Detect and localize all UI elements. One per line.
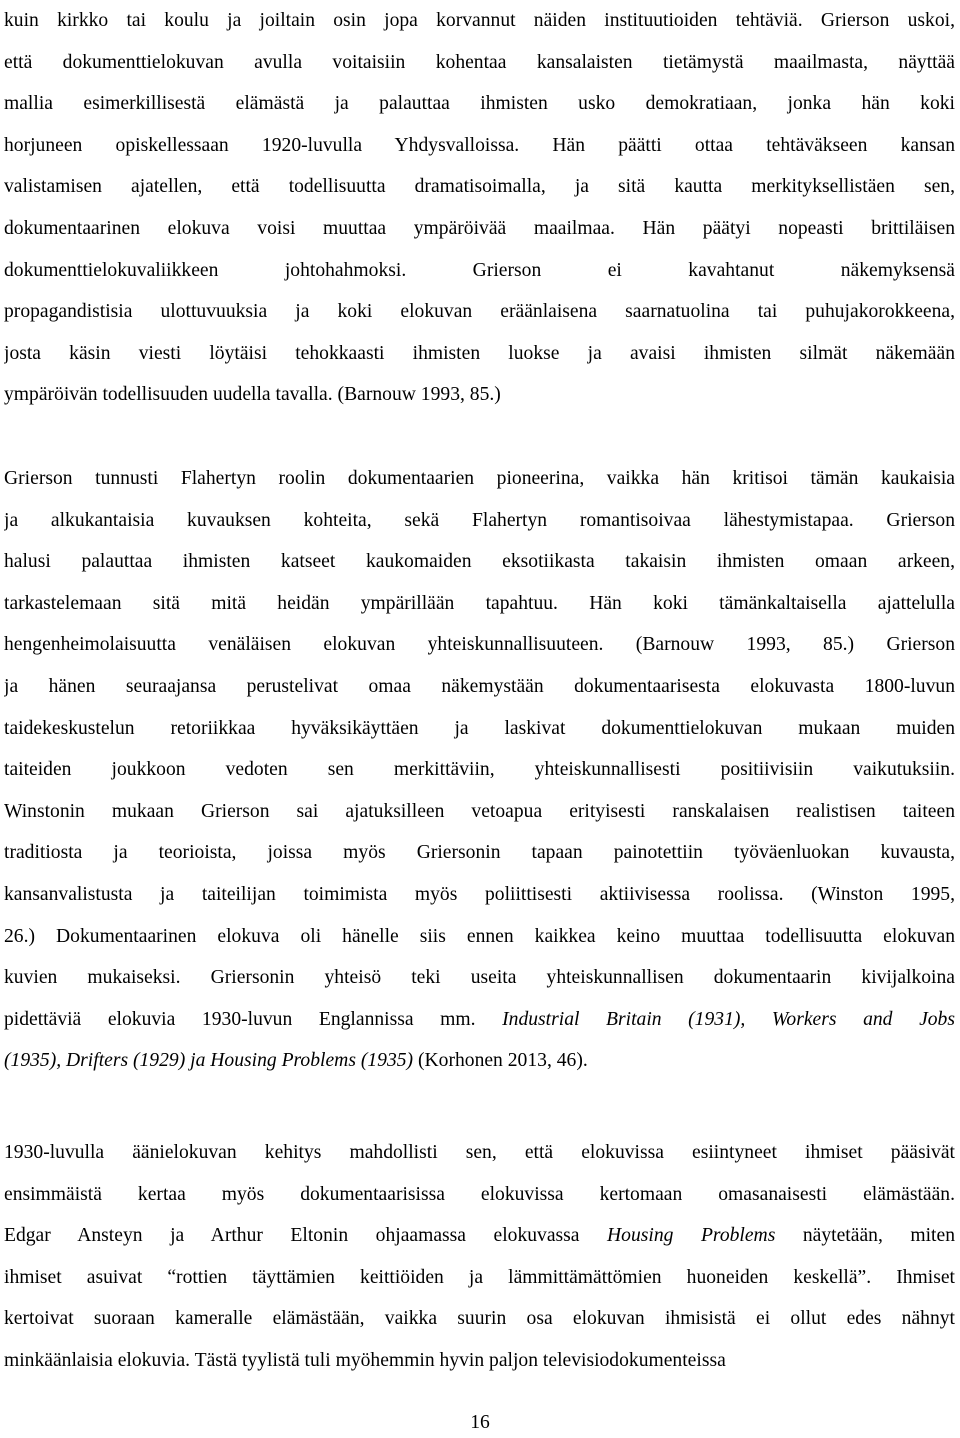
text-line (4, 166, 955, 208)
text-segment: kertoivat suoraan kameralle elämästään, vaikka suurin osa elokuvan ihmisistä ei ollut edes nähnyt (4, 1308, 955, 1330)
italic-title-text: Housing Problems (607, 1225, 776, 1247)
text-line (4, 791, 955, 833)
text-line (4, 250, 955, 292)
text-line (4, 1257, 955, 1299)
text-segment: valistamisen ajatellen, että todellisuutta dramatisoimalla, ja sitä kautta merkityksellistäen sen, (4, 176, 955, 198)
text-segment: propagandistisia ulottuvuuksia ja koki elokuvan eräänlaisena saarnatuolina tai puhujakorokkeena, (4, 301, 955, 323)
text-line (4, 874, 955, 916)
text-line (4, 458, 955, 500)
text-line (4, 666, 955, 708)
text-segment: ensimmäistä kertaa myös dokumentaarisissa elokuvissa kertomaan omasanaisesti elämästään. (4, 1183, 955, 1205)
text-line (4, 541, 955, 583)
text-segment: että dokumenttielokuvan avulla voitaisiin kohentaa kansalaisten tietämystä maailmasta, näyttää (4, 51, 955, 73)
page-number: 16 (470, 1412, 490, 1433)
text-segment: minkäänlaisia elokuvia. Tästä tyylistä tuli myöhemmin hyvin paljon televisiodokumenteissa (4, 1349, 726, 1371)
text-segment: ympäröivän todellisuuden uudella tavalla. (Barnouw 1993, 85.) (4, 384, 501, 406)
text-line (4, 1215, 955, 1257)
text-line (4, 1340, 955, 1382)
text-segment: taidekeskustelun retoriikkaa hyväksikäyttäen ja laskivat dokumenttielokuvan mukaan muiden (4, 717, 955, 739)
text-line (4, 83, 955, 125)
text-segment: halusi palauttaa ihmisten katseet kaukomaiden eksotiikasta takaisin ihmisten omaan arkeen, (4, 551, 955, 573)
text-segment: näytetään, miten (775, 1225, 955, 1247)
text-segment: tarkastelemaan sitä mitä heidän ympärillään tapahtuu. Hän koki tämänkaltaisella ajattelulla (4, 592, 955, 614)
text-line (4, 0, 955, 42)
text-line (4, 291, 955, 333)
text-line (4, 125, 955, 167)
text-segment: dokumentaarinen elokuva voisi muuttaa ympäröivää maailmaa. Hän päätyi nopeasti brittiläisen (4, 217, 955, 239)
text-segment: ihmiset asuivat “rottien täyttämien keittiöiden ja lämmittämättömien huoneiden keskellä”. Ihmiset (4, 1266, 955, 1288)
text-line (4, 916, 955, 958)
text-line (4, 957, 955, 999)
text-line (4, 624, 955, 666)
italic-title-text: Industrial Britain (1931), Workers and Jobs (502, 1008, 955, 1030)
text-segment: josta käsin viesti löytäisi tehokkaasti ihmisten luokse ja avaisi ihmisten silmät näkemään (4, 342, 955, 364)
text-segment: horjuneen opiskellessaan 1920-luvulla Yhdysvalloissa. Hän päätti ottaa tehtäväkseen kansan (4, 134, 955, 156)
body-paragraph-2 (4, 458, 955, 1082)
text-line (4, 583, 955, 625)
text-line (4, 708, 955, 750)
text-segment: Edgar Ansteyn ja Arthur Eltonin ohjaamassa elokuvassa (4, 1225, 608, 1247)
text-segment: Winstonin mukaan Grierson sai ajatuksilleen vetoapua erityisesti ranskalaisen realistisen taiteen (4, 800, 955, 822)
text-line (4, 1132, 955, 1174)
text-line (4, 208, 955, 250)
body-paragraph-3 (4, 1132, 955, 1382)
text-segment: pidettäviä elokuvia 1930-luvun Englannissa mm. (4, 1008, 503, 1030)
text-line (4, 999, 955, 1041)
text-segment: kansanvalistusta ja taiteilijan toimimista myös poliittisesti aktiivisessa roolissa. (Winston 1995, (4, 883, 955, 905)
text-line (4, 333, 955, 375)
text-line (4, 832, 955, 874)
text-segment: kuvien mukaiseksi. Griersonin yhteisö teki useita yhteiskunnallisen dokumentaarin kivijalkoina (4, 967, 955, 989)
text-segment: ja hänen seuraajansa perustelivat omaa näkemystään dokumentaarisesta elokuvasta 1800-luvun (4, 675, 955, 697)
text-segment: hengenheimolaisuutta venäläisen elokuvan yhteiskunnallisuuteen. (Barnouw 1993, 85.) Grierson (4, 634, 955, 656)
text-segment: kuin kirkko tai koulu ja joiltain osin jopa korvannut näiden instituutioiden tehtäviä. Grierson uskoi, (4, 10, 955, 31)
text-segment: 1930-luvulla äänielokuvan kehitys mahdollisti sen, että elokuvissa esiintyneet ihmiset pääsivät (4, 1142, 955, 1163)
text-line (4, 1174, 955, 1216)
text-segment: traditiosta ja teorioista, joissa myös Griersonin tapaan painotettiin työväenluokan kuvausta, (4, 842, 955, 864)
body-paragraph-1 (4, 0, 955, 416)
text-segment: taiteiden joukkoon vedoten sen merkittäviin, yhteiskunnallisesti positiivisiin vaikutuksiin. (4, 759, 955, 781)
text-line (4, 500, 955, 542)
text-line (4, 1040, 955, 1082)
text-segment: dokumenttielokuvaliikkeen johtohahmoksi. Grierson ei kavahtanut näkemyksensä (4, 259, 955, 281)
text-line (4, 374, 955, 416)
text-line (4, 749, 955, 791)
text-line (4, 42, 955, 84)
text-segment: Grierson tunnusti Flahertyn roolin dokumentaarien pioneerina, vaikka hän kritisoi tämän kaukaisia (4, 468, 955, 489)
text-line (4, 1298, 955, 1340)
text-segment: mallia esimerkillisestä elämästä ja palauttaa ihmisten usko demokratiaan, jonka hän koki (4, 93, 955, 115)
text-segment: 26.) Dokumentaarinen elokuva oli hänelle siis ennen kaikkea keino muuttaa todellisuutta elokuvan (4, 925, 955, 947)
italic-title-text: (1935), Drifters (1929) ja Housing Problems (1935) (4, 1050, 414, 1072)
text-segment: (Korhonen 2013, 46). (413, 1050, 588, 1072)
text-segment: ja alkukantaisia kuvauksen kohteita, sekä Flahertyn romantisoivaa lähestymistapaa. Grierson (4, 509, 955, 531)
